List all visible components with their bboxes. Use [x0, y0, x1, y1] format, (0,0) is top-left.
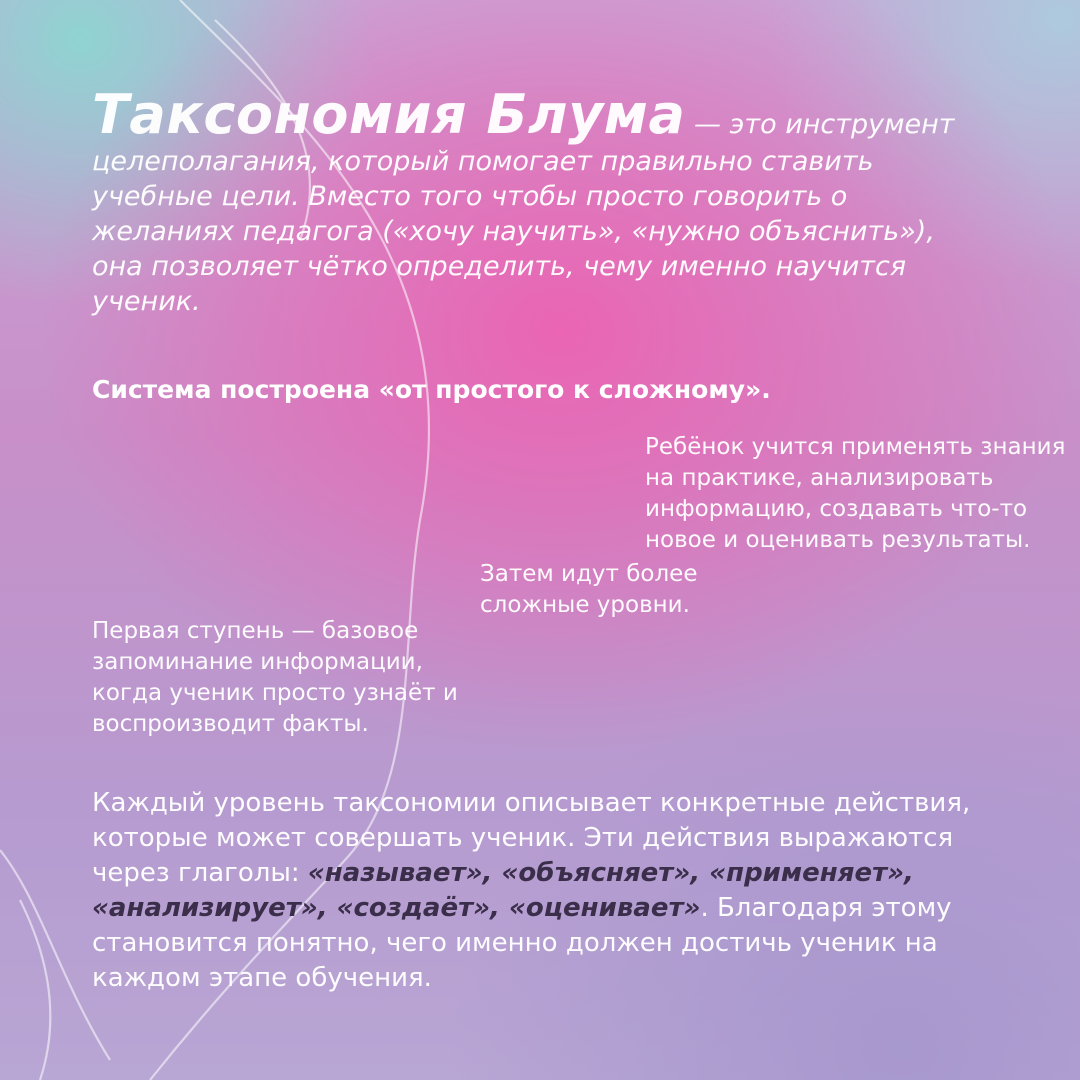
- step-complex-levels: Затем идут более сложные уровни.: [480, 561, 698, 618]
- outro-text-before: Каждый уровень таксономии описывает конкретные действия, которые может совершать ученик. Эти действия выражаются через глаголы:: [92, 788, 971, 888]
- step-basic-recall: Первая ступень — базовое запоминание информации, когда ученик просто узнаёт и воспроизводит факты.: [92, 618, 458, 737]
- intro-paragraph: [92, 83, 992, 319]
- outro-paragraph: [92, 786, 992, 996]
- step-apply-analyze-create: Ребёнок учится применять знания на практике, анализировать информацию, создавать что-то новое и оценивать результаты.: [645, 434, 1066, 553]
- intro-text: — это инструмент целеполагания, который помогает правильно ставить учебные цели. Вместо того чтобы просто говорить о желаниях педагога («хочу научить», «нужно объяснить»), она позволяет чётко определить, чему именно научится ученик.: [92, 109, 955, 317]
- verbs-list: «называет», «объясняет», «применяет», «анализирует», «создаёт», «оценивает»: [92, 858, 914, 923]
- system-heading: Система построена «от простого к сложному».: [92, 375, 771, 404]
- outro-text-after: . Благодаря этому становится понятно, чего именно должен достичь ученик на каждом этапе обучения.: [92, 893, 952, 993]
- page-title: Таксономия Блума: [92, 83, 686, 146]
